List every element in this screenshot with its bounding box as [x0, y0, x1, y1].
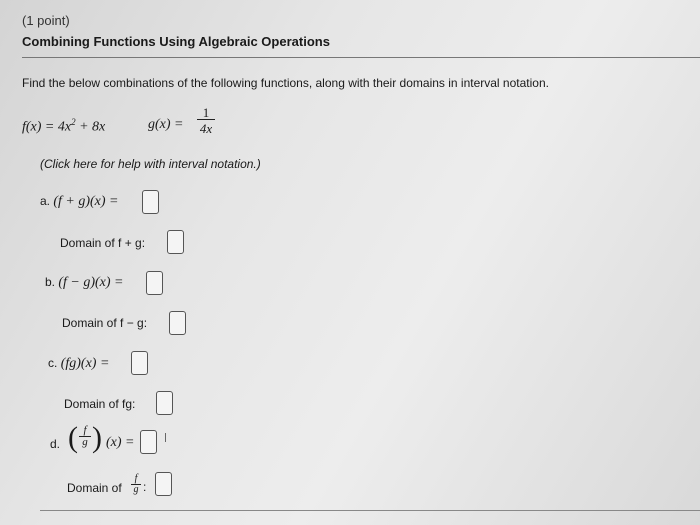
part-b-label — [45, 275, 124, 291]
page-title: Combining Functions Using Algebraic Operations — [22, 34, 330, 49]
f-exponent: 2 — [71, 117, 76, 127]
domain-input-c[interactable] — [156, 391, 173, 415]
g-lhs: g(x) = — [148, 117, 184, 132]
g-numerator: 1 — [202, 105, 210, 120]
d-fraction-numerator: f — [83, 424, 87, 436]
domain-input-a[interactable] — [167, 230, 184, 254]
points-label: (1 point) — [22, 13, 70, 28]
g-denominator: 4x — [199, 121, 213, 136]
g-fraction — [197, 106, 215, 135]
domain-c-label: Domain of fg: — [64, 397, 136, 411]
domain-d-numerator: f — [134, 473, 138, 484]
answer-input-d[interactable] — [140, 430, 157, 454]
domain-d-fraction — [131, 474, 141, 495]
part-d-expression: (x) = — [106, 435, 135, 450]
part-c-label — [48, 356, 109, 372]
part-c-letter: c. — [48, 356, 58, 370]
part-a-expression: (f + g)(x) = — [53, 194, 119, 209]
left-paren: ( — [68, 421, 78, 454]
right-paren: ) — [92, 421, 102, 454]
part-a-label — [40, 194, 119, 210]
f-lhs: f(x) = 4x — [22, 119, 72, 135]
domain-a-label: Domain of f + g: — [60, 236, 146, 250]
cursor-caret-icon — [165, 433, 166, 442]
answer-input-a[interactable] — [142, 190, 159, 214]
answer-input-c[interactable] — [131, 351, 148, 375]
bottom-divider — [40, 510, 700, 511]
instructions-text: Find the below combinations of the following functions, along with their domains in interval notation. — [22, 76, 549, 90]
interval-notation-help-link[interactable]: (Click here for help with interval notation.) — [40, 157, 261, 171]
answer-input-b[interactable] — [146, 271, 163, 295]
domain-input-d[interactable] — [155, 472, 172, 496]
d-fraction — [79, 425, 91, 448]
domain-b-label: Domain of f − g: — [62, 316, 148, 330]
f-definition — [22, 117, 105, 136]
part-a-letter: a. — [40, 194, 51, 208]
part-b-expression: (f − g)(x) = — [58, 275, 124, 290]
domain-input-b[interactable] — [169, 311, 186, 335]
part-c-expression: (fg)(x) = — [60, 356, 110, 371]
domain-d-colon: : — [143, 480, 147, 494]
header-divider — [22, 57, 700, 58]
part-b-letter: b. — [45, 275, 56, 289]
d-fraction-denominator: g — [82, 436, 88, 448]
part-d-letter: d. — [50, 437, 61, 451]
domain-d-text: Domain of — [67, 481, 122, 495]
f-rest: + 8x — [75, 119, 106, 135]
domain-d-denominator: g — [133, 484, 139, 495]
